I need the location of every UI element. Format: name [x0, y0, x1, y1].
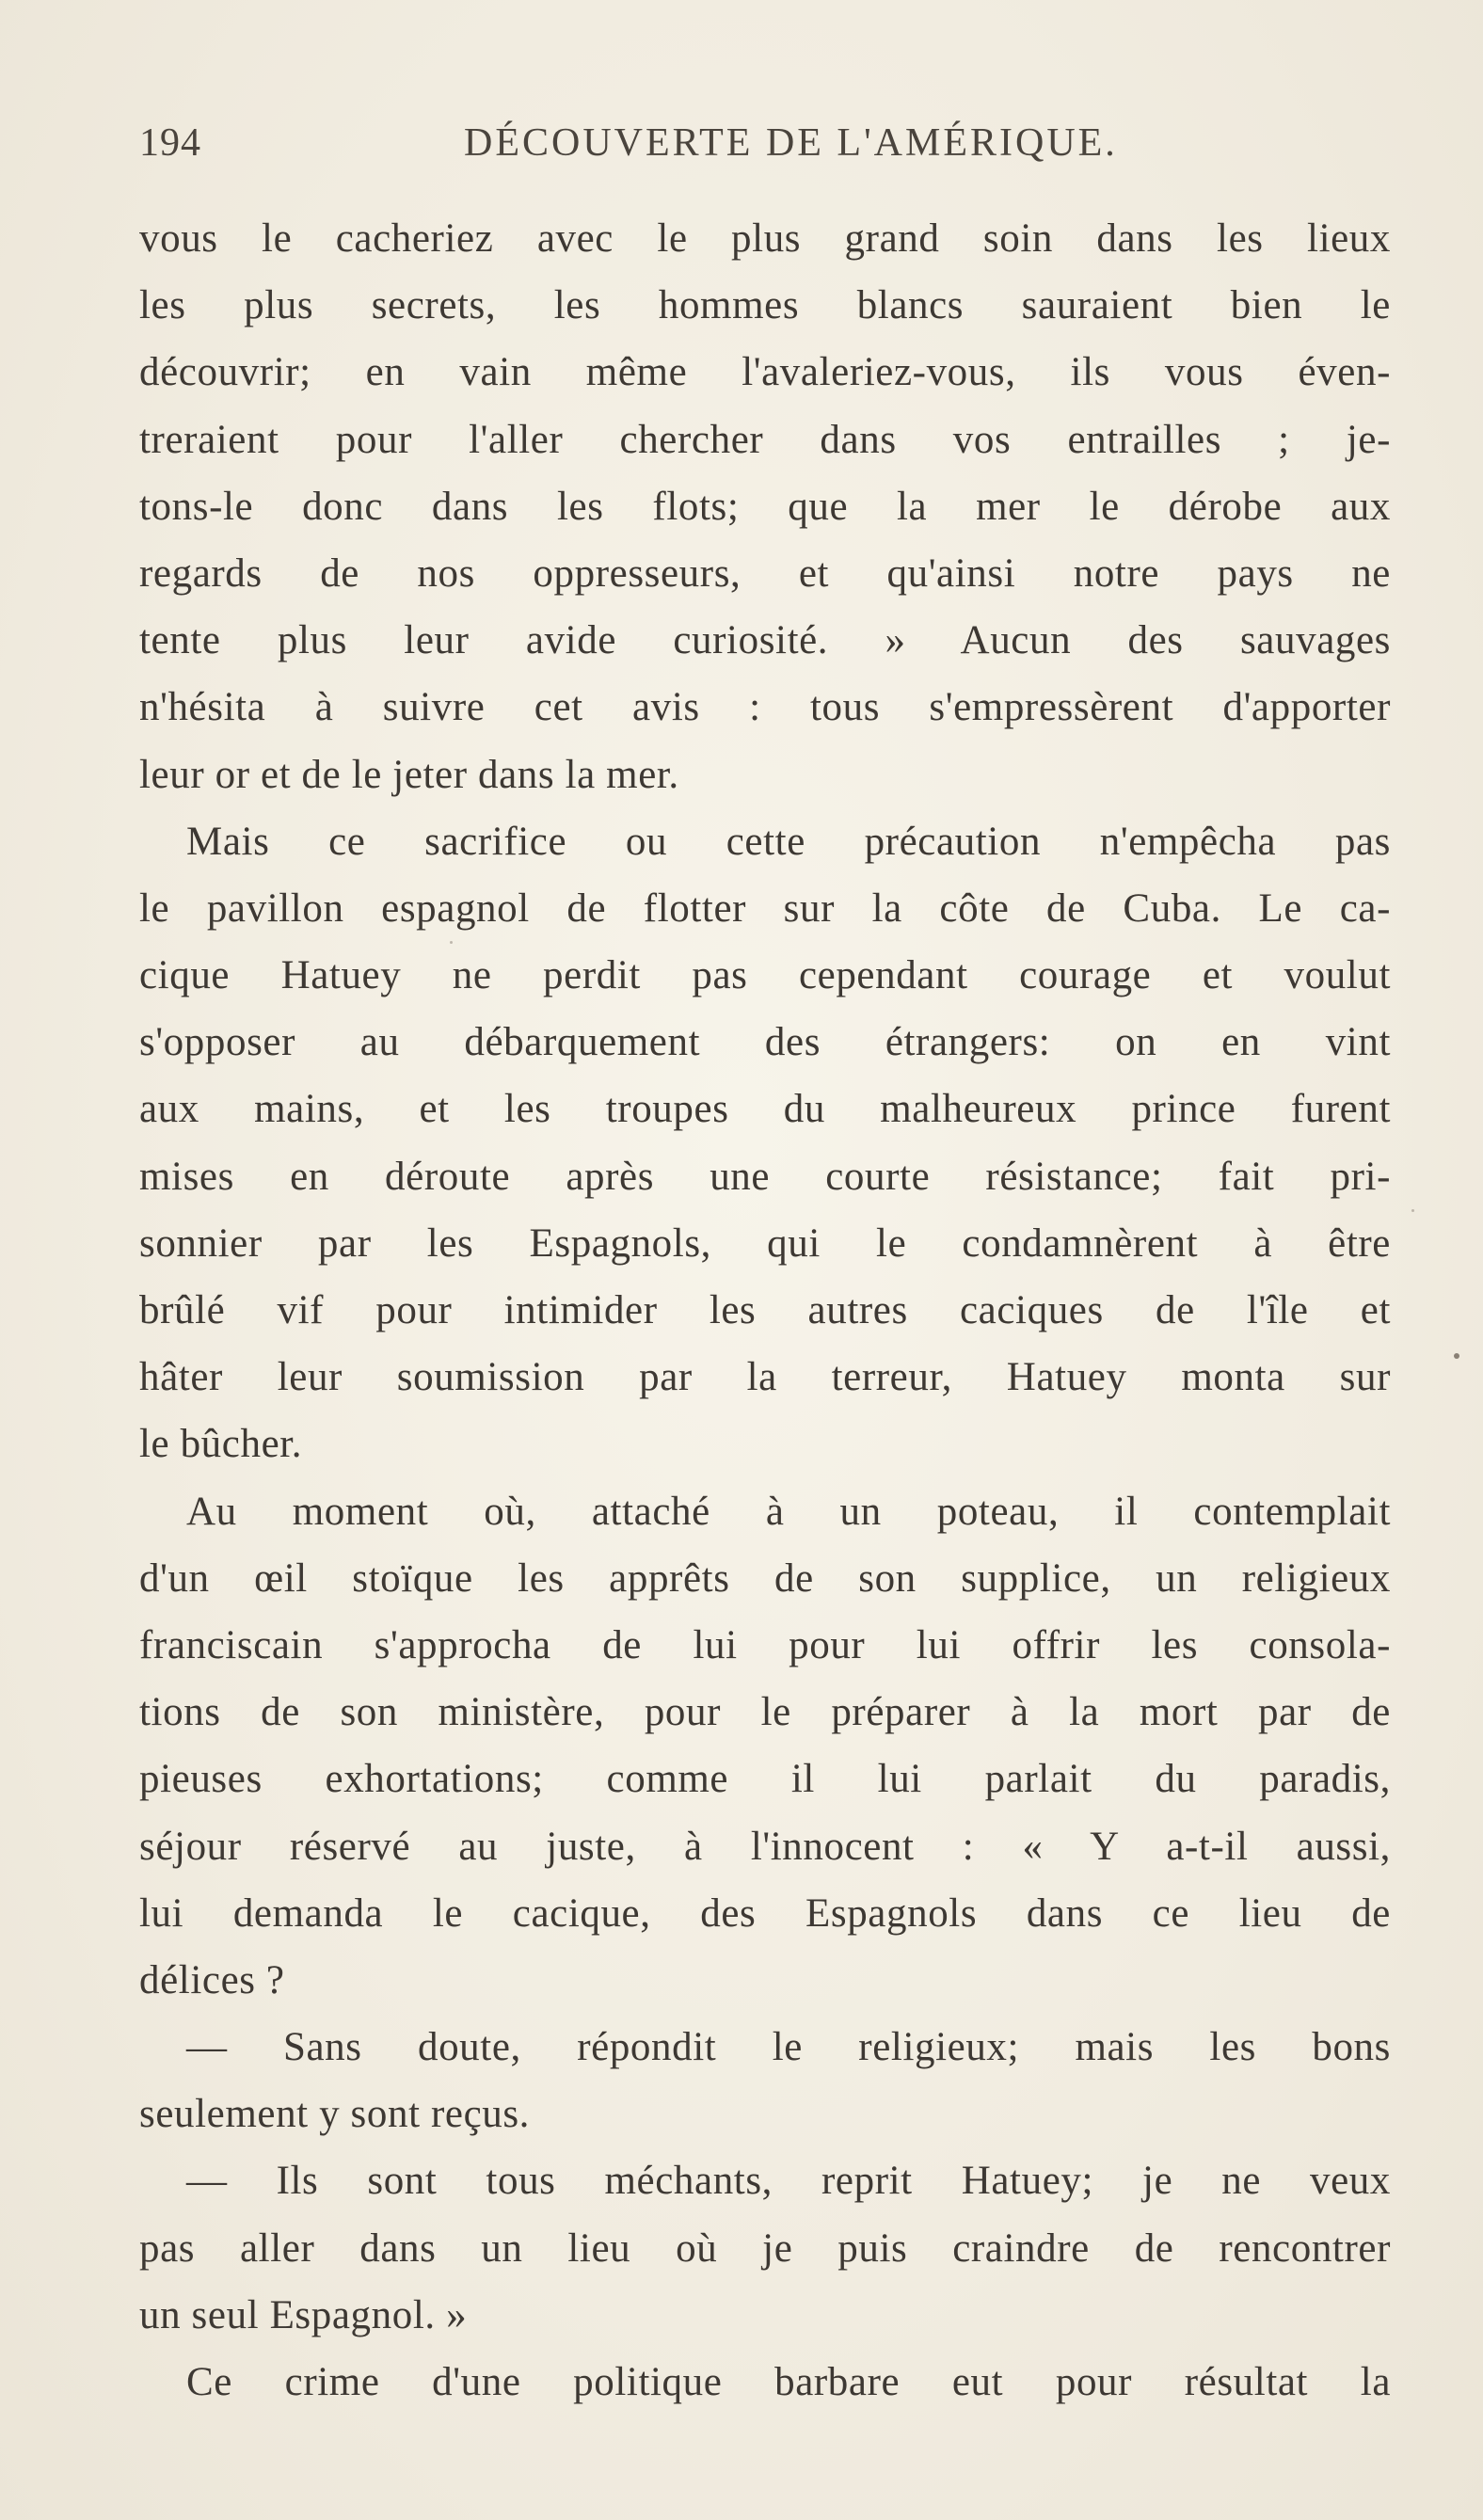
text-line: pieuses exhortations; comme il lui parlait du paradis,: [139, 1757, 1391, 1802]
text-line: — Sans doute, répondit le religieux; mais les bons: [186, 2025, 1391, 2070]
page-header: [139, 120, 1391, 177]
text-line: aux mains, et les troupes du malheureux prince furent: [139, 1087, 1391, 1132]
text-line: tions de son ministère, pour le préparer à la mort par de: [139, 1690, 1391, 1735]
text-line: n'hésita à suivre cet avis : tous s'empressèrent d'apporter: [139, 685, 1391, 730]
text-line: le bûcher.: [139, 1422, 303, 1467]
text-line: les plus secrets, les hommes blancs sauraient bien le: [139, 283, 1391, 328]
text-line: s'opposer au débarquement des étrangers: on en vint: [139, 1020, 1391, 1065]
text-line: lui demanda le cacique, des Espagnols dans ce lieu de: [139, 1890, 1391, 1936]
text-line: mises en déroute après une courte résistance; fait pri-: [139, 1154, 1391, 1199]
text-line: — Ils sont tous méchants, reprit Hatuey; je ne veux: [186, 2159, 1391, 2204]
text-line: franciscain s'approcha de lui pour lui offrir les consola-: [139, 1622, 1391, 1667]
text-line: vous le cacheriez avec le plus grand soin dans les lieux: [139, 216, 1391, 261]
text-line: un seul Espagnol. »: [139, 2292, 468, 2337]
text-line: tente plus leur avide curiosité. » Aucun des sauvages: [139, 618, 1391, 663]
paper-speck: [450, 941, 453, 944]
paper-speck: [1454, 1353, 1459, 1359]
paper-speck: [1411, 1209, 1414, 1212]
text-line: regards de nos oppresseurs, et qu'ainsi notre pays ne: [139, 550, 1391, 596]
text-line: leur or et de le jeter dans la mer.: [139, 752, 679, 797]
text-line: Ce crime d'une politique barbare eut pour résultat la: [186, 2360, 1391, 2404]
text-line: cique Hatuey ne perdit pas cependant courage et voulut: [139, 953, 1391, 998]
text-line: seulement y sont reçus.: [139, 2092, 531, 2137]
text-line: séjour réservé au juste, à l'innocent : « Y a-t-il aussi,: [139, 1824, 1391, 1869]
text-line: découvrir; en vain même l'avaleriez-vous, ils vous éven-: [139, 350, 1391, 395]
text-line: brûlé vif pour intimider les autres caciques de l'île et: [139, 1288, 1391, 1332]
text-line: Au moment où, attaché à un poteau, il contemplait: [186, 1489, 1391, 1534]
text-line: le pavillon espagnol de flotter sur la côte de Cuba. Le ca-: [139, 885, 1391, 931]
body-text: [139, 205, 1391, 2416]
text-line: hâter leur soumission par la terreur, Hatuey monta sur: [139, 1355, 1391, 1400]
text-line: pas aller dans un lieu où je puis craindre de rencontrer: [139, 2225, 1391, 2271]
text-line: tons-le donc dans les flots; que la mer le dérobe aux: [139, 484, 1391, 529]
running-title: DÉCOUVERTE DE L'AMÉRIQUE.: [464, 121, 1118, 165]
text-line: d'un œil stoïque les apprêts de son supplice, un religieux: [139, 1555, 1391, 1601]
text-line: délices ?: [139, 1957, 285, 2002]
text-line: treraient pour l'aller chercher dans vos entrailles ; je-: [139, 417, 1391, 462]
text-line: Mais ce sacrifice ou cette précaution n'empêcha pas: [186, 819, 1391, 864]
text-line: sonnier par les Espagnols, qui le condamnèrent à être: [139, 1220, 1391, 1266]
page-number: 194: [139, 121, 201, 165]
